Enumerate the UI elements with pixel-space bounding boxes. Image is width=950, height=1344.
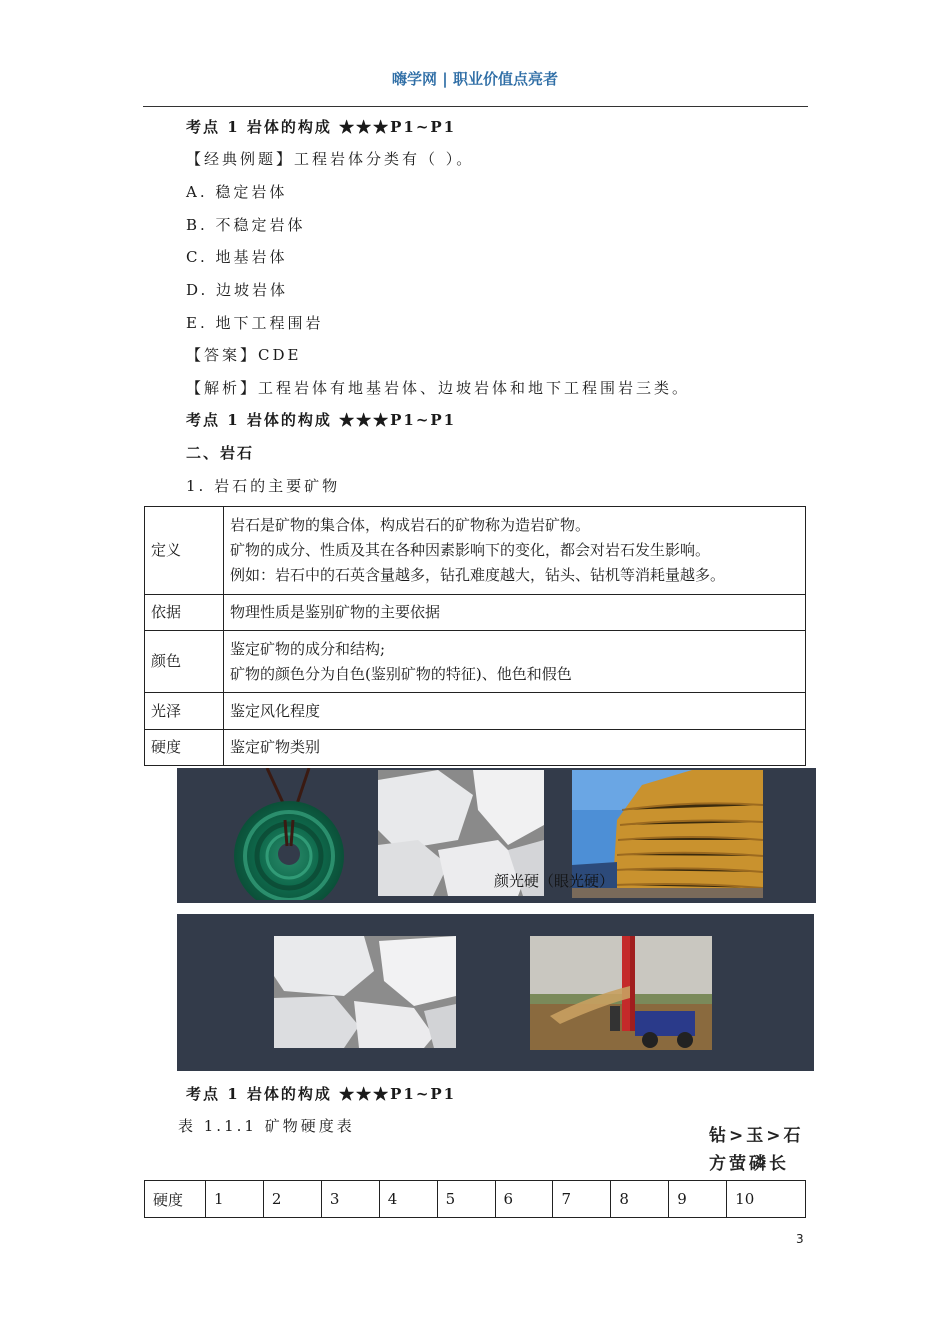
image-caption: 颜光硬（眼光硬） [494,872,615,890]
image-panel-bottom [177,914,814,1071]
section2-subheading: 1. 岩石的主要矿物 [186,477,341,495]
row-key: 依据 [145,595,224,631]
hardness-value: 7 [553,1181,611,1218]
row-key: 硬度 [145,730,224,766]
table-row [145,693,806,730]
row-value [224,693,806,730]
option-c: C. 地基岩体 [186,248,288,266]
hardness-label: 硬度 [145,1181,206,1218]
option-a: A. 稳定岩体 [186,183,288,201]
hardness-table [144,1180,806,1218]
hardness-value: 2 [263,1181,321,1218]
malachite-pendant-image [227,768,347,900]
row-value [224,595,806,631]
row-line: 例如：岩石中的石英含量越多，钻孔难度越大，钻头、钻机等消耗量越多。 [230,566,726,584]
table-row [145,730,806,766]
row-line: 鉴定矿物的成分和结构; [230,639,386,658]
table-row [145,631,806,693]
hardness-value: 6 [495,1181,553,1218]
hardness-value: 5 [437,1181,495,1218]
table-caption: 表 1.1.1 矿物硬度表 [178,1117,355,1135]
header-divider [143,106,808,107]
mnemonic-line-1: 钻>玉>石 [709,1126,804,1146]
row-value [224,631,806,693]
hardness-value: 3 [321,1181,379,1218]
page-number: 3 [796,1232,804,1246]
hardness-value: 4 [379,1181,437,1218]
drilling-rig-image [530,936,712,1050]
analysis-text: 【解析】工程岩体有地基岩体、边坡岩体和地下工程围岩三类。 [186,379,691,397]
row-key: 定义 [145,507,224,595]
table-row [145,1181,806,1218]
option-d: D. 边坡岩体 [186,281,289,299]
section2-heading: 二、岩石 [186,444,255,462]
table-row [145,507,806,595]
table-row [145,595,806,631]
option-e: E. 地下工程围岩 [186,314,324,332]
row-line: 鉴定风化程度 [230,701,321,720]
row-line: 鉴定矿物类别 [230,738,321,756]
answer-text: 【答案】CDE [186,346,302,364]
row-line: 物理性质是鉴别矿物的主要依据 [230,603,441,621]
hardness-value: 1 [206,1181,264,1218]
section2-title: 考点 1 岩体的构成 ★★★P1~P1 [186,411,457,429]
mnemonic-line-2: 方萤磷长 [709,1154,789,1174]
mineral-property-table [144,506,806,766]
row-key: 光泽 [145,693,224,730]
hardness-value: 8 [611,1181,669,1218]
hardness-value: 9 [669,1181,727,1218]
row-line: 岩石是矿物的集合体，构成岩石的矿物称为造岩矿物。 [230,516,591,534]
row-key: 颜色 [145,631,224,693]
section1-title: 考点 1 岩体的构成 ★★★P1~P1 [186,118,457,136]
row-line: 矿物的成分、性质及其在各种因素影响下的变化，都会对岩石发生影响。 [230,541,711,559]
question-text: 【经典例题】工程岩体分类有（ ）。 [186,150,475,168]
section3-title: 考点 1 岩体的构成 ★★★P1~P1 [186,1085,457,1103]
row-value [224,507,806,595]
quartz-rock-image-2 [274,936,456,1048]
header-title: 嗨学网 | 职业价值点亮者 [392,70,558,88]
option-b: B. 不稳定岩体 [186,216,306,234]
hardness-value: 10 [727,1181,806,1218]
row-line: 矿物的颜色分为自色(鉴别矿物的特征)、他色和假色 [230,664,572,683]
row-value [224,730,806,766]
